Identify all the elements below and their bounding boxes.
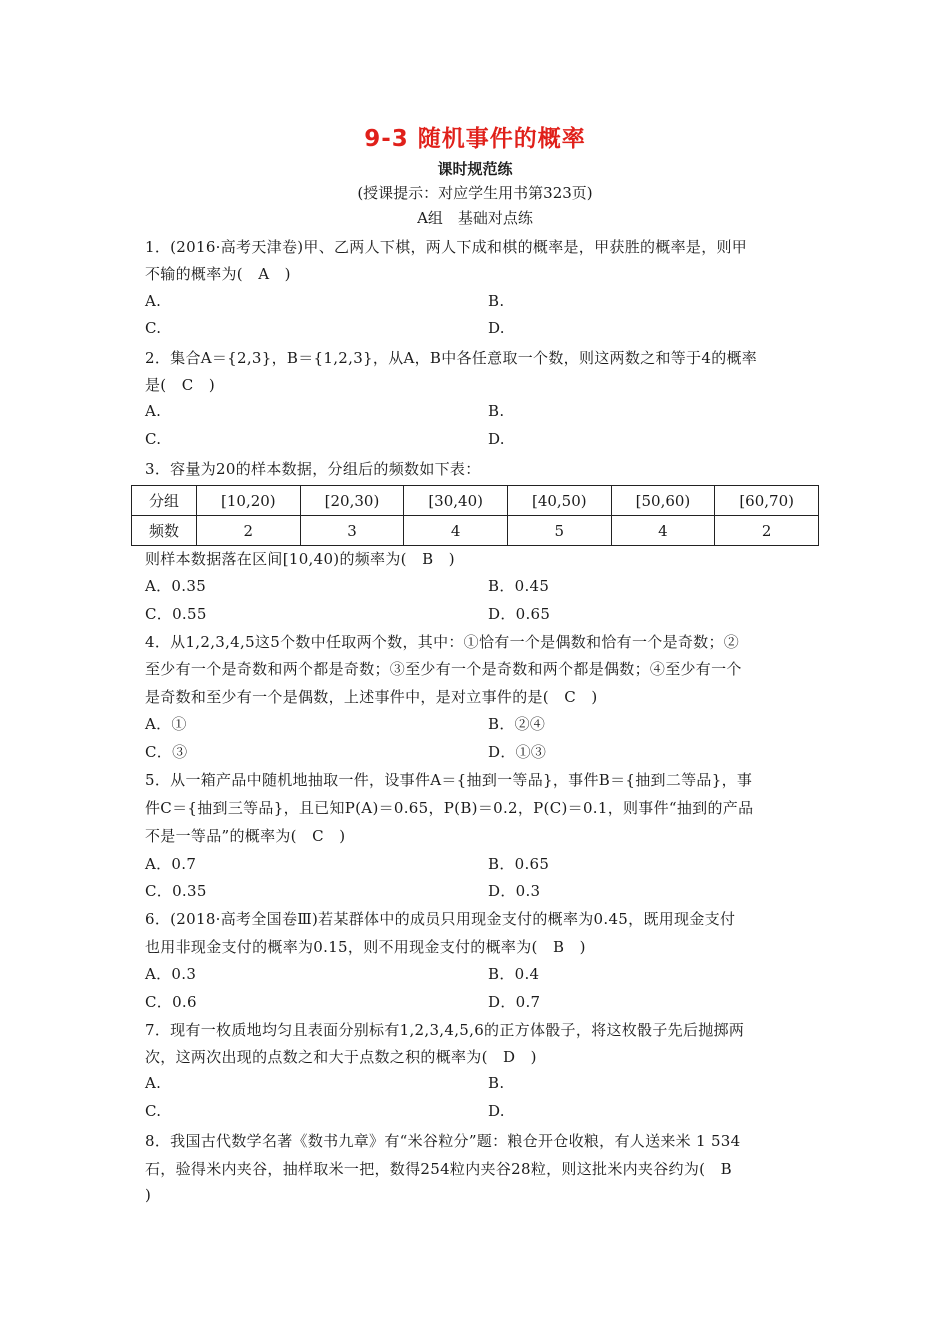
question-1-text: 1．(2016·高考天津卷)甲、乙两人下棋，两人下成和棋的概率是，甲获胜的概率是，则甲 xyxy=(145,238,748,256)
frequency-table xyxy=(131,485,819,546)
question-5-text-cont: 件C＝{抽到三等品}，且已知P(A)＝0.65，P(B)＝0.2，P(C)＝0.1，则事件“抽到的产品 xyxy=(145,799,754,817)
table-row-counts xyxy=(132,516,819,546)
question-1-option-b: B. xyxy=(488,292,505,310)
question-6-text: 6．(2018·高考全国卷Ⅲ)若某群体中的成员只用现金支付的概率为0.45，既用现金支付 xyxy=(145,910,736,928)
question-4-option-c: C．③ xyxy=(145,743,188,761)
question-2-text: 2．集合A＝{2,3}，B＝{1,2,3}，从A，B中各任意取一个数，则这两数之和等于4的概率 xyxy=(145,349,758,367)
question-7-option-c: C. xyxy=(145,1102,162,1120)
table-cell: 2 xyxy=(197,516,301,546)
table-cell: 2 xyxy=(715,516,819,546)
question-8-text-cont: 石，验得米内夹谷，抽样取米一把，数得254粒内夹谷28粒，则这批米内夹谷约为( B xyxy=(145,1160,732,1178)
table-cell: 4 xyxy=(611,516,715,546)
table-header-cell: 分组 xyxy=(132,486,197,516)
table-cell: [30,40) xyxy=(404,486,508,516)
question-1-option-d: D. xyxy=(488,319,505,337)
table-header-cell: 频数 xyxy=(132,516,197,546)
question-4-text-cont: 至少有一个是奇数和两个都是奇数；③至少有一个是奇数和两个都是偶数；④至少有一个 xyxy=(145,660,742,678)
question-4-option-d: D．①③ xyxy=(488,743,547,761)
question-6-option-a: A．0.3 xyxy=(145,965,197,983)
table-cell: [60,70) xyxy=(715,486,819,516)
table-cell: 5 xyxy=(507,516,611,546)
question-1-option-c: C. xyxy=(145,319,162,337)
question-1-text-cont: 不输的概率为( A ) xyxy=(145,265,291,283)
table-cell: [20,30) xyxy=(300,486,404,516)
question-2-option-d: D. xyxy=(488,430,505,448)
question-4-text: 4．从1,2,3,4,5这5个数中任取两个数，其中：①恰有一个是偶数和恰有一个是奇数；② xyxy=(145,633,740,651)
table-cell: 4 xyxy=(404,516,508,546)
question-5-option-d: D．0.3 xyxy=(488,882,541,900)
group-heading: A组 基础对点练 xyxy=(417,209,533,227)
question-7-text: 7．现有一枚质地均匀且表面分别标有1,2,3,4,5,6的正方体骰子，将这枚骰子先后抛掷两 xyxy=(145,1021,745,1039)
question-2-option-b: B. xyxy=(488,402,505,420)
question-3-text: 3．容量为20的样本数据，分组后的频数如下表： xyxy=(145,460,481,478)
question-6-option-d: D．0.7 xyxy=(488,993,541,1011)
question-6-text-cont: 也用非现金支付的概率为0.15，则不用现金支付的概率为( B ) xyxy=(145,938,586,956)
question-5-option-b: B．0.65 xyxy=(488,855,550,873)
table-row-groups xyxy=(132,486,819,516)
question-2-text-cont: 是( C ) xyxy=(145,376,215,394)
question-3-option-d: D．0.65 xyxy=(488,605,551,623)
question-7-option-d: D. xyxy=(488,1102,505,1120)
question-3-text-cont: 则样本数据落在区间[10,40)的频率为( B ) xyxy=(145,550,455,568)
textbook-hint: (授课提示：对应学生用书第323页) xyxy=(357,184,593,202)
question-5-option-c: C．0.35 xyxy=(145,882,207,900)
table-cell: [50,60) xyxy=(611,486,715,516)
question-2-option-a: A. xyxy=(145,402,162,420)
section-subtitle: 课时规范练 xyxy=(437,160,513,178)
table-cell: 3 xyxy=(300,516,404,546)
question-3-option-b: B．0.45 xyxy=(488,577,550,595)
page-title: 9-3 随机事件的概率 xyxy=(364,126,586,152)
question-3-option-c: C．0.55 xyxy=(145,605,207,623)
question-7-option-a: A. xyxy=(145,1074,162,1092)
question-7-option-b: B. xyxy=(488,1074,505,1092)
table-cell: [40,50) xyxy=(507,486,611,516)
question-1-option-a: A. xyxy=(145,292,162,310)
question-4-option-b: B．②④ xyxy=(488,715,546,733)
question-6-option-b: B．0.4 xyxy=(488,965,540,983)
question-8-text: 8．我国古代数学名著《数书九章》有“米谷粒分”题：粮仓开仓收粮，有人送来米 1 534 xyxy=(145,1132,741,1150)
table-cell: [10,20) xyxy=(197,486,301,516)
question-2-option-c: C. xyxy=(145,430,162,448)
question-6-option-c: C．0.6 xyxy=(145,993,197,1011)
question-5-text-cont: 不是一等品”的概率为( C ) xyxy=(145,827,346,845)
question-7-text-cont: 次，这两次出现的点数之和大于点数之积的概率为( D ) xyxy=(145,1048,537,1066)
question-4-text-cont: 是奇数和至少有一个是偶数，上述事件中，是对立事件的是( C ) xyxy=(145,688,598,706)
question-8-text-cont: ) xyxy=(145,1186,152,1204)
question-4-option-a: A．① xyxy=(145,715,187,733)
question-5-option-a: A．0.7 xyxy=(145,855,197,873)
question-3-option-a: A．0.35 xyxy=(145,577,207,595)
question-5-text: 5．从一箱产品中随机地抽取一件，设事件A＝{抽到一等品}，事件B＝{抽到二等品}，事 xyxy=(145,771,753,789)
